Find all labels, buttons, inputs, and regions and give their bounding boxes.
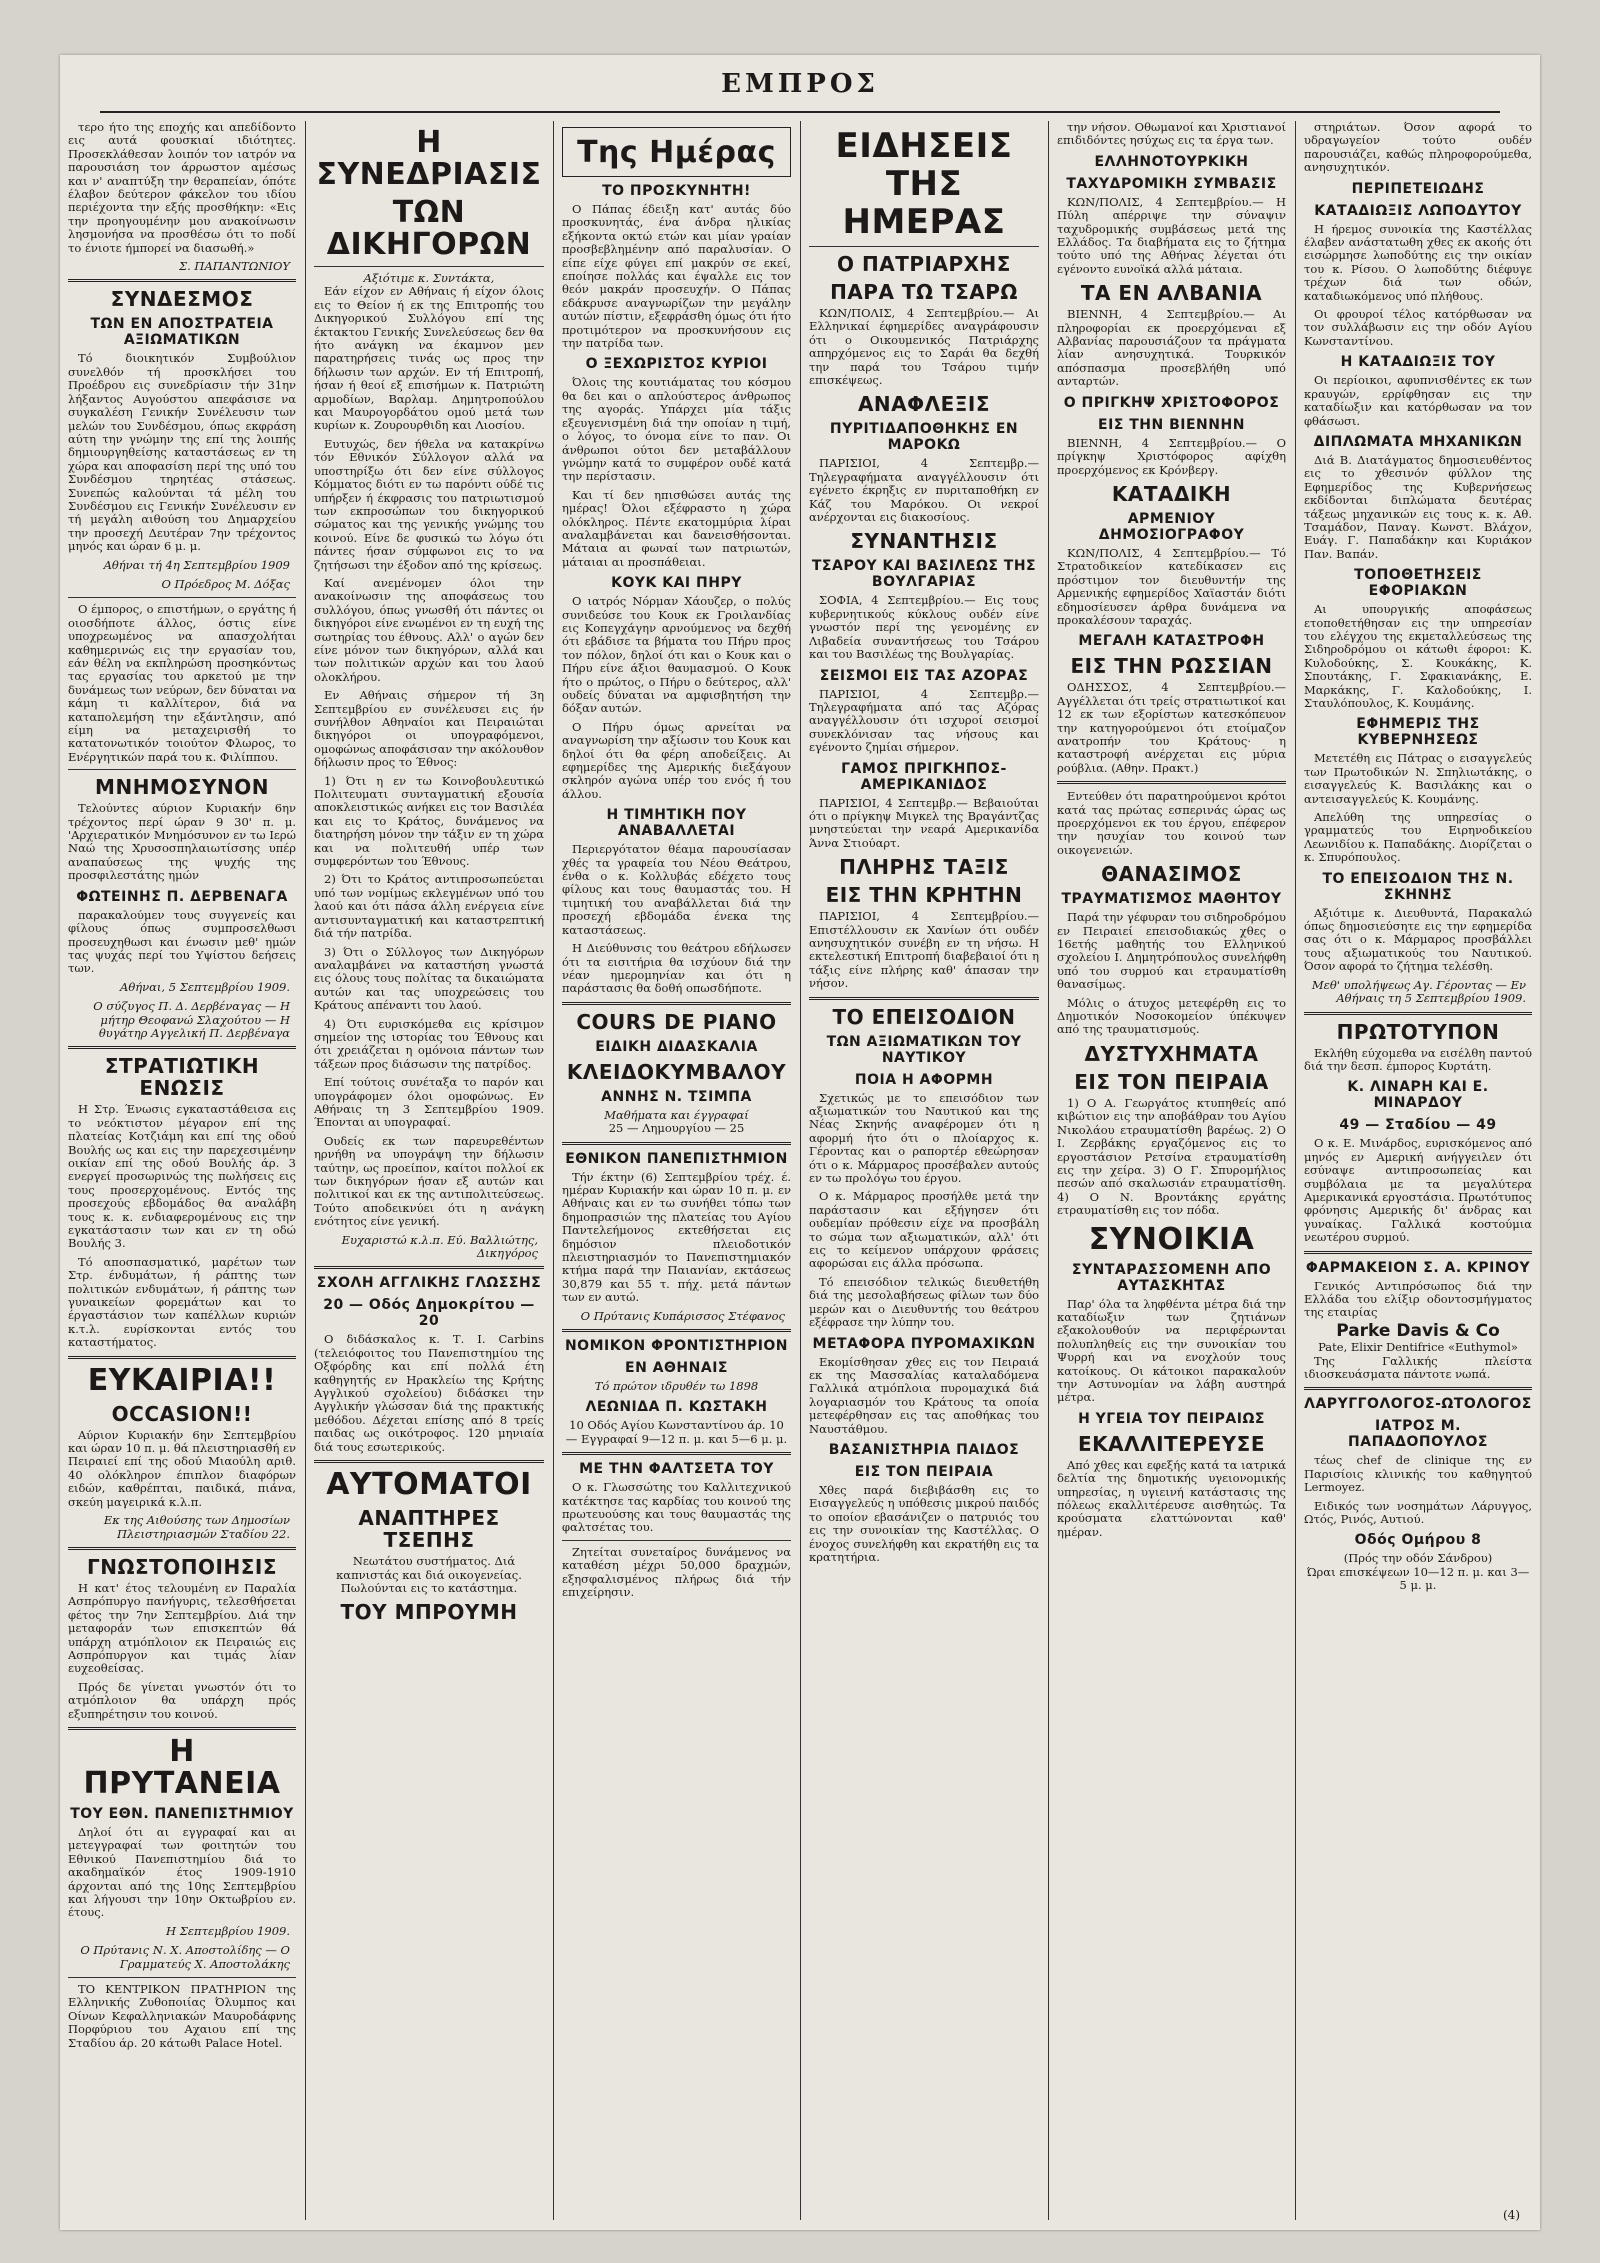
headline: ΒΑΣΑΝΙΣΤΗΡΙΑ ΠΑΙΔΟΣ [828,1441,1020,1458]
article-text: Οι φρουροί τέλος κατόρθωσαν να τον συλλάβωσιν εις την οδόν Αγίου Κωνσταντίνου. [1304,307,1532,348]
director-name: ΛΕΩΝΙΔΑ Π. ΚΩΣΤΑΚΗ [585,1399,768,1416]
headline: ΣΕΙΣΜΟΙ ΕΙΣ ΤΑΣ ΑΖΟΡΑΣ [819,667,1029,684]
headline: ΣΥΝΑΝΤΗΣΙΣ [850,529,998,554]
masthead-title: ΕΜΠΡΟΣ [721,69,879,99]
divider [68,1977,296,1978]
article-text: Καί ανεμένομεν όλοι την ανακοίνωσιν της αποφάσεως του συλλόγου, όπως γνωσθή ότι πάντες οι δικηγόροι είνε ενωμένοι εν τη ευχή της σωτηρίας του έθνους. Αλλ' ο αγών δεν είνε μόνον των δικηγόρων, αλλά και των πολιτικών αρχών και του λαού ολοκλήρου. [314,575,544,684]
article-text: ΟΔΗΣΣΟΣ, 4 Σεπτεμβρίου.— Αγγέλλεται ότι τρείς στρατιωτικοί και 12 εκ των εξορίστων κατεσκόπευον την κατηγορούμενοι ότι ετοίμαζον ανατροπήν του Κράτους· η καταστροφή ανέρχεται εις μύρια ρούβλια. (Αθην. Πρακτ.) [1057,680,1286,775]
divider [68,1046,296,1049]
headline: ΤΟ ΠΡΟΣΚΥΝΗΤΗ! [602,183,751,199]
article-text: ΒΙΕΝΝΗ, 4 Σεπτεμβρίου.— Αι πληροφορίαι εκ προερχόμεναι εξ Αλβανίας παρουσιάζουν τα πράγματα λίαν ανησυχητικά. Τουρκικόν απόσπασμα προσεβλήθη υπό ανταρτών. [1057,307,1286,389]
article-text: Ουδείς εκ των παρευρεθέντων ηρνήθη να υπογράψη την δήλωσιν ταύτην, ως προείπον, καίτοι πολλοί εκ των δικηγόρων ήσαν εξ αυτών και πολιτικοί και εκ της αντιπολιτεύσεως. Τούτο αποδεικνύει ότι η ανάγκη ενότητος είνε γενική. [314,1133,544,1229]
address-note: (Πρός την οδόν Σάνδρου) [1343,1551,1493,1566]
ad-note: Τό πρώτον ιδρυθέν τω 1898 [594,1379,759,1393]
masthead-rule [100,111,1500,113]
headline: Η ΥΓΕΙΑ ΤΟΥ ΠΕΙΡΑΙΩΣ [1078,1410,1265,1427]
subheadline: ΕΙΣ ΤΗΝ ΒΙΕΝΝΗΝ [1098,416,1245,433]
article-text: Εν Αθήναις σήμερον τή 3η Σεπτεμβρίου εν συνέλευσει εις ήν συνήλθον Αθηναίοι και Πειραιώται δικηγόροι οι υπογραφόμενοι, ομοφώνως αποφάσισαν την ακόλουθον δήλωσιν προς το Έθνος: [314,688,544,770]
ad-note: Μαθήματα και έγγραφαί [604,1107,749,1122]
article-text: Τό επεισόδιον τελικώς διευθετήθη διά της μεσολαβήσεως φίλων των δύο μερών και ο Διευθυντής του θεάτρου εξέφρασε την λύπην του. [809,1274,1039,1330]
article-signature: Ο Πρύτανις Κυπάρισσος Στέφανος [580,1308,785,1323]
doctor-name: ΙΑΤΡΟΣ Μ. ΠΑΠΑΔΟΠΟΥΛΟΣ [1348,1418,1488,1451]
article-text: Μετετέθη εις Πάτρας ο εισαγγελεύς των Πρωτοδικών Ν. Σπηλιωτάκης, ο εισαγγελεύς Κ. Βασιλάκης και ο αντεισαγγελεύς Κ. Κουμάνης. [1304,751,1532,806]
article-text: ΚΩΝ/ΠΟΛΙΣ, 4 Σεπτεμβρίου.— Η Πύλη απέρριψε την σύναψιν ταχυδρομικής συμβάσεως μετά της Ελλάδος. Τα διαβήματα εις το ζήτημα τούτο υπό της Αθήνας λέγεται ότι εγένοντο ευνοϊκά αλλά μάταια. [1057,194,1286,276]
headline: ΛΑΡΥΓΓΟΛΟΓΟΣ-ΩΤΟΛΟΓΟΣ [1304,1396,1532,1413]
subheadline: ΕΙΣ ΤΗΝ ΚΡΗΤΗΝ [825,883,1023,908]
article-text: Ζητείται συνεταίρος δυνάμενος να καταθέση μέχρι 50,000 δραχμών, εξησφαλισμένος πλήρως διά τήν επιχείρησιν. [562,1544,791,1600]
article-text: Μόλις ο άτυχος μετεφέρθη εις το Δημοτικόν Νοσοκομείον ύπέκυψεν από της τραυματισμούς. [1057,995,1286,1037]
subheadline: ΤΑΧΥΔΡΟΜΙΚΗ ΣΥΜΒΑΣΙΣ [1066,175,1277,192]
column-divider [305,121,306,2220]
deceased-name: ΦΩΤΕΙΝΗΣ Π. ΔΕΡΒΕΝΑΓΑ [76,888,288,905]
subheadline: ΕΙΣ ΤΟΝ ΠΕΙΡΑΙΑ [1074,1069,1269,1094]
subheadline: ΠΑΡΑ ΤΩ ΤΣΑΡΩ [830,280,1018,304]
article-text: Νεωτάτου συστήματος. Διά καπνιστάς και διά οικογενείας. Πωλούνται εις το κατάστημα. [336,1554,522,1595]
divider [68,1727,296,1730]
article-text: Αξιότιμε κ. Διευθυντά, Παρακαλώ όπως δημοσιεύσητε εις την εφημερίδα σας ότι ο κ. Μάρμαρος προσβάλλει τους αξιωματικούς του Ναυτικού. Όσον αφορά το ζήτημα τελέσθη. [1304,905,1532,974]
divider [314,1460,544,1463]
column-divider [1295,121,1296,2220]
subheadline: ΕΙΣ ΤΟΝ ΠΕΙΡΑΙΑ [854,1463,994,1480]
article-text: την νήσον. Οθωμανοί και Χριστιανοί επιδιδόντες ησύχως εις τα έργα των. [1057,121,1286,148]
subheadline: ΣΥΝΤΑΡΑΣΣΟΜΕΝΗ ΑΠΟ ΑΥΤΑΣΚΗΤΑΣ [1071,1261,1272,1294]
subheadline: ΤΡΑΥΜΑΤΙΣΜΟΣ ΜΑΘΗΤΟΥ [1061,891,1282,908]
column-divider [1048,121,1049,2220]
headline: COURS DE PIANO [576,1009,777,1034]
article-text: 3) Ότι ο Σύλλογος των Δικηγόρων αναλαμβάνει να καταστήση γνωστά εις όλους τους πολίτας τα δικαιώματα αυτών και τας υποχρεώσεις του Κράτους απέναντι του λαού. [314,944,544,1013]
headline: ΜΕ ΤΗΝ ΦΑΛΤΣΕΤΑ ΤΟΥ [579,1461,774,1478]
article-text: Περιεργότατον θέαμα παρουσίασαν χθές τα γραφεία του Νέου Θεάτρου, ένθα ο κ. Κολλυβάς εδέχετο τους φίλους και τους θαυμαστάς του. Η τιμητική του αναβάλλεται διά την προσεχή εβδομάδα ένεκα της καταστάσεως. [562,842,791,937]
headline: ΤΑ ΕΝ ΑΛΒΑΝΙΑ [1080,281,1263,306]
divider [68,1547,296,1550]
headline: Η ΚΑΤΑΔΙΩΞΙΣ ΤΟΥ [1340,354,1496,371]
article-date: Αθήναι τή 4η Σεπτεμβρίου 1909 [103,557,290,572]
article-text: Η κατ' έτος τελουμένη εν Παραλία Ασπρόπυργο πανήγυρις, τελεσθήσεται φέτος την 7ην Σεπτεμβρίου. Διά την μεταφοράν των επισκεπτών θά υπάρχη ατμόπλοιον εκ Πειραιώς εις Ασπρόπυργον και τιμάς λίαν ευχεοθείσας. [68,1580,296,1676]
masthead [60,69,1540,109]
column-divider [553,121,554,2220]
article-signature: Ο σύζυγος Π. Δ. Δερβέναγας — Η μήτηρ Θεοφανώ Σλαχούτου — Η θυγάτηρ Αγγελική Π. Δερβέναγα [93,999,290,1040]
headline: Ο ΠΑΤΡΙΑΡΧΗΣ [837,252,1011,276]
column-5 [1057,121,1286,2220]
headline: ΕΥΚΑΙΡΙΑ!! [87,1362,277,1398]
brand-name: Parke Davis & Co [1336,1320,1500,1341]
article-text: Οι περίοικοι, αφυπνισθέντες εκ των κραυγών, ερρίφθησαν εις την καταδίωξιν και κατόρθωσαν να τον φθάσωσι. [1304,373,1532,428]
article-text: ΠΑΡΙΣΙΟΙ, 4 Σεπτεμβρ.— Τηλεγραφήματα αναγγέλλουσιν ότι εγένετο έκρηξις εν πυριταποθήκη εν Κάζ του Μαρόκου. Οι νεκροί ανέρχονται εις διακοσίους. [809,456,1039,525]
article-text: Παρά την γέφυραν του σιδηροδρόμου εν Πειραιεί επεισοδιακώς χθες ο 16ετής μαθητής του Ελληνικού σχολείου Ι. Δημητρόπουλος συνελήφθη υπό του συρμού και ετραυματίσθη θανασίμως. [1057,910,1286,992]
shop-name: Κ. ΛΙΝΑΡΗ ΚΑΙ Ε. ΜΙΝΑΡΔΟΥ [1347,1079,1489,1112]
headline: ΦΑΡΜΑΚΕΙΟΝ Σ. Α. ΚΡΙΝΟΥ [1305,1259,1531,1276]
column-3 [562,121,791,2220]
headline: ΕΦΗΜΕΡΙΣ ΤΗΣ ΚΥΒΕΡΝΗΣΕΩΣ [1356,716,1480,749]
subheadline: ΠΥΡΙΤΙΔΑΠΟΘΗΚΗΣ ΕΝ ΜΑΡΟΚΩ [829,421,1019,454]
article-signature: Σ. ΠΑΠΑΝΤΩΝΙΟΥ [178,259,290,274]
article-text: Σχετικώς με το επεισόδιον των αξιωματικών του Ναυτικού και της Νέας Σκηνής αναφέρομεν ότι η αφορμή ήτο ότι ο πλοίαρχος κ. Γέροντας και ο ραπορτέρ εθεώρησαν ότι ο κ. Μάρμαρος προσέβαλεν αυτούς εν τω προλόγω του έργου. [809,1090,1039,1186]
article-text: ΠΑΡΙΣΙΟΙ, 4 Σεπτεμβρ.— Βεβαιούται ότι ο πρίγκηψ Μιγκελ της Βραγάντζας μνηστεύεται την νεαρά Αμερικανίδα Άννα Στιούαρτ. [809,795,1039,850]
headline: ΑΥΤΟΜΑΤΟΙ [326,1467,532,1503]
headline: ΣΥΝΔΕΣΜΟΣ [110,287,254,312]
headline: ΚΑΤΑΔΙΚΗ [1111,481,1232,506]
teacher-name: ΑΝΝΗΣ Ν. ΤΣΙΜΠΑ [601,1088,752,1105]
article-text: Αύριον Κυριακήν 6ην Σεπτεμβρίου και ώραν 10 π. μ. θά πλειστηριασθή εν Πειραιεί επί της οδού Μιαούλη αριθ. 40 ολόκληρον έπιπλον διαφόρων ειδών, καθρέπται, παιδικά, πιάνα, σκεύη μαγειρικά κ.λ.π. [68,1427,296,1509]
article-text: Ο διδάσκαλος κ. Τ. Ι. Carbins (τελειόφοιτος του Πανεπιστημίου της Οξφόρδης και επί πολλά έτη καθηγητής εν Ηρακλείω της Κρήτης Αγγλικού σχολείου) διδάσκει την Αγγλικήν γλώσσαν διά της πρακτικής μεθόδου. Δέχεται επίσης από 8 τρείς παιδας ως οικότροφος. 120 μηνιαία διά τους εσωτερικούς. [314,1332,544,1454]
advertiser-name: ΤΟΥ ΜΠΡΟΥΜΗ [340,1600,518,1625]
subheadline: ΑΝΑΠΤΗΡΕΣ ΤΣΕΠΗΣ [358,1506,500,1553]
article-text: Αι υπουργικής αποφάσεως ετοποθετήθησαν εις την υπηρεσίαν του ελέγχου της εκμεταλλεύσεως της Σιδηροδρόμου οι κάτωθι έφοροι: Κ. Κυλοδούκης, Σ. Κουκάκης, Κ. Σπουτάκης, Γ. Σφακιανάκης, Ε. Μαρκάκης, Γ. Καλοδούκης, Ι. Σταυλόπουλος, Κ. Κουμάνης. [1304,602,1532,710]
salutation: Αξιότιμε κ. Συντάκτα, [363,271,495,285]
article-text: ΚΩΝ/ΠΟΛΙΣ, 4 Σεπτεμβρίου.— Αι Ελληνικαί έφημερίδες αναγράφουσιν ότι ο Οικουμενικός Πατριάρχης απηρχόμενος εις το Σαράι θα δεχθή την παρά του Τσάρου τιμήν επισκέψεως. [809,306,1039,388]
article-text: Επί τούτοις συνέταξα το παρόν και υπογράφομεν όλοι ομοφώνως. Εν Αθήναις τη 3 Σεπτεμβρίου 1909. Έπονται αι υπογραφαί. [314,1075,544,1130]
article-text: Τό αποσπασματικό, μαρέτων των Στρ. ένδυμάτων, ή ράπτης των πολιτικών ενδυμάτων, ή ράπτης των γυναικείων φορεμάτων και το έργαστάσιον των καπέλλων κυριών κ.τ.λ. ευρίσκονται εντός του καταστήματος. [68,1254,296,1350]
article-text: Ο έμπορος, ο επιστήμων, ο εργάτης ή οιοσδήποτε άλλος, όστις είνε υποχρεωμένος να απασχολήται καθημερινώς εις την εργασίαν του, εάν θέλη να εκπληρώση προσηκόντως τας εργασίας του αρκετού με την δυνάμεως των νεύρων, δεν δύναται να κάμη τι καλλίτερον, διά να καταπολεμήση την εξάντλησιν, από είμη να μεταχειρισθή το κατατονωτικόν τοιούτον Φλωρος, το Ενέργητικών παρά του κ. Φιλίππου. [68,602,296,764]
article-text: 2) Ότι το Κράτος αντιπροσωπεύεται υπό των νομίμως εκλεγμένων υπό του λαού και ότι πάσα άλλη ενέργεια είνε αντισυνταγματική και καταστρεπτική διά τήν πατρίδα. [314,872,544,941]
headline: ΔΥΣΤΥΧΗΜΑΤΑ [1084,1041,1259,1066]
divider [1304,1012,1532,1015]
divider [68,279,296,282]
divider [68,1356,296,1359]
article-text: Και τί δεν ηπισθώσει αυτάς της ημέρας! Όλοι εξέφραστο η χώρα ολόκληρος. Πέντε εκατομμύρια λίραι αναλαμβάνεται και δανεισθήσονται. Μάταια αι φωναί των πατριωτών, μάταιαι αι προσπάθειαι. [562,487,791,569]
article-text: Τήν έκτην (6) Σεπτεμβρίου τρέχ. έ. ημέραν Κυριακήν και ώραν 10 π. μ. εν Αθήναις και εν τω συνήθει τόπω των δημοπρασιών της πλατείας του Αγίου Παντελεήμονος εκτεθήσεται εις δημόσιον πλειοδοτικόν πλειστηριασμόν το Πανεπιστημιακόν κτήμα παρά την Παιανίαν, εκτάσεως 30,879 και 55 τ. πήχ. μετά πάντων των εν αυτώ. [562,1169,791,1305]
subheadline: OCCASION!! [111,1401,253,1426]
article-text: ΤΟ ΚΕΝΤΡΙΚΟΝ ΠΡΑΤΗΡΙΟΝ της Ελληνικής Ζυθοποιίας Όλυμπος και Οίνων Κεφαλληνιακών Μαυροδάφνης Πορφύριου του Αχαιου επί της Σταδίου άρ. 20 κάτωθι Palace Hotel. [68,1982,296,2050]
divider [314,1266,544,1269]
subheadline: ΕΙΔΙΚΗ ΔΙΔΑΣΚΑΛΙΑ [595,1038,758,1055]
article-text: Χθες παρά διεβιβάσθη εις το Εισαγγελεύς η υπόθεσις μικρού παιδός το οποίον εβασάνιζεν ο πατρυιός του εις την συνοικίαν της Καστέλλας. Ο ένοχος συνελήφθη και εκρατήθη εις τα κρατητήρια. [809,1482,1039,1564]
headline: ΘΑΝΑΣΙΜΟΣ [1101,862,1242,887]
article-text: ΠΑΡΙΣΙΟΙ, 4 Σεπτεμβρ.— Τηλεγραφήματα από τας Αζόρας αναγγέλλουσιν ότι ισχυροί σεισμοί συνεκλόνισαν τας νήσους και εγένοντο ζημίαι σήμερον. [809,686,1039,755]
article-text: Ειδικός των νοσημάτων Λάρυγγος, Ωτός, Ρινός, Αυτιού. [1304,1498,1532,1527]
divider [562,1142,791,1145]
address: 49 — Σταδίου — 49 [1339,1117,1497,1134]
subheadline: ΚΛΕΙΔΟΚΥΜΒΑΛΟΥ [566,1059,787,1084]
subheadline: ΤΩΝ ΕΝ ΑΠΟΣΤΡΑΤΕΙΑ ΑΞΙΩΜΑΤΙΚΩΝ [90,316,274,349]
article-signature: Εκ της Αιθούσης των Δημοσίων Πλειστηριασμών Σταδίου 22. [103,1513,290,1541]
article-date: Αθήναι, 5 Σεπτεμβρίου 1909. [120,979,290,994]
article-signature: Ο Πρόεδρος Μ. Δόξας [161,576,290,591]
article-text: Τό διοικητικόν Συμβούλιον συνελθόν τή προσκλήσει του Προέδρου εις συνεδρίασιν τήν 31ην λήξαντος Αυγούστου απεφάσισε να συγκαλέση Γενικήν Συνέλευσιν των μελών του Συνδέσμου, όπως εκφράση αύτη την γνώμην της επί της λοιπής δημιουργηθείσης καταστάσεως εν τη χώρα και αποφασίση περί της υπό του Συνδέσμου τηρητέας στάσεως. Συνεπώς καλούνται τά μέλη του Συνδέσμου εις Γενικήν Συνέλευσιν εν τή μεγάλη αιθούση του Δημαρχείου την προσεχή Δευτέραν 7ην τρέχοντος μηνός και ώραν 6 μ. μ. [68,351,296,554]
divider [562,1329,791,1332]
headline: ΤΟ ΕΠΕΙΣΟΔΙΟΝ [832,1004,1016,1029]
article-text: Ο κ. Γλωσσώτης του Καλλιτεχνικού κατέκτησε τας καρδίας του κοινού της πρωτευούσης και τους θαυμαστάς της φαλτσέτας του. [562,1480,791,1535]
subheadline: ΕΚΑΛΛΙΤΕΡΕΥΣΕ [1078,1431,1265,1456]
subheadline: ΤΩΝ ΑΞΙΩΜΑΤΙΚΩΝ ΤΟΥ ΝΑΥΤΙΚΟΥ [826,1033,1022,1066]
article-text: Ο Πάπας έδειξη κατ' αυτάς δύο προσκυνητάς, ένα άνδρα ηλικίας εξήκοντα οκτώ ετών και μίαν γραίαν προσβεβλημένην από παραλυσίαν. Ο είπε είχε φύγει επί μακρύν σε εκεί, εποίησε πολλάς και έψαλλε εις τον θεόν μακράν προσευχήν. Ο Πάπας εδάκρυσε αναγνωρίζων την μεγάλην αυτών πίστιν, εξεφράσθη όμως ότι ήτο προτιμότερον να προσκυνήσουν εις την πατρίδα των. [562,202,791,351]
divider [314,266,544,267]
subheadline: ΤΩΝ ΔΙΚΗΓΟΡΩΝ [326,195,532,262]
article-text: Εκομίσθησαν χθες εις τον Πειραιά εκ της Μασσαλίας καταλαδόμενα Γαλλικά ατμόπλοια πυρομαχικά διά λογαριασμόν του Κράτους τα οποία μετεφέρθησαν εις τας αποθήκας του Ναυστάθμου. [809,1354,1039,1436]
headline: ΑΝΑΦΛΕΞΙΣ [857,392,991,417]
headline: ΠΕΡΙΠΕΤΕΙΩΔΗΣ [1351,180,1485,197]
address: 20 — Οδός Δημοκρίτου — 20 [323,1297,535,1330]
article-text: Ευτυχώς, δεν ήθελα να κατακρίνω τόν Εθνικόν Σύλλογον αλλά να υποστηρίξω ότι δεν είνε σύλλογος Κόμματος διότι εν τω παρόντι ούδέ τις υπήρξεν ή έκφρασις του πατριωτισμού των εκπροσώπων του δικηγορικού σώματος και της γενικής γνώμης του κοινού. Είνε δε φυσικώ τω λόγω ότι πάντες ήσαν σύμφωνοι εις το να ζητήσωσι την έξοδον από της κρίσεως. [314,436,544,572]
article-text: Της Γαλλικής πλείστα ιδιοσκευάσματα πάντοτε νωπά. [1304,1353,1532,1381]
article-text: Πρός δε γίνεται γνωστόν ότι το ατμόπλοιον θα υπάρχη πρός εξυπηρέτησιν του κοινού. [68,1679,296,1721]
headline: ΓΑΜΟΣ ΠΡΙΓΚΗΠΟΣ-ΑΜΕΡΙΚΑΝΙΔΟΣ [841,760,1007,793]
article-text: Η Στρ. Ένωσις εγκαταστάθεισα εις το νεόκτιστον μέγαρον επί της πλατείας Κοτζιάμη και επί της οδού Βουλής ως και εις την παρεχεσιμένην οικίαν επί της οδού Βουλής άρ. 3 ενεργεί προσωρινώς της πωλήσεις εις τους προσερχομένους. Εντός της προσεχούς εβδομάδος θα αναλάβη τους κ. κ. ενδιαφερομένους εις την εγκατάστασιν των και εν τη οδώ Βουλής 3. [68,1102,296,1251]
article-text: ΒΙΕΝΝΗ, 4 Σεπτεμβρίου.— Ο πρίγκηψ Χριστόφορος αφίχθη προερχόμενος εκ Κρόνβεργ. [1057,435,1286,477]
subheadline: ΕΙΣ ΤΗΝ ΡΩΣΣΙΑΝ [1070,654,1273,679]
article-text: 4) Ότι ευρισκόμεθα εις κρίσιμον σημείον της ιστορίας του Έθνους και ότι χρειάζεται η ομόνοια πάντων των τάξεων προς διάσωσιν της πατρίδος. [314,1016,544,1071]
headline: ΔΙΠΛΩΜΑΤΑ ΜΗΧΑΝΙΚΩΝ [1313,433,1523,450]
headline: ΠΛΗΡΗΣ ΤΑΞΙΣ [839,855,1009,880]
divider [809,246,1039,247]
column-1 [68,121,296,2220]
article-text: Η ήρεμος συνοικία της Καστέλλας έλαβεν ανάστατωθη χθες εκ ακοής ότι εισώρμησε λωποδύτης εις την οικίαν του κ. Ρίσου. Ο λωποδύτης διέφυγε τρέχων διά των οδών, καταδιωκόμενος υπό πλήθους. [1304,221,1532,303]
headline: Ο ΠΡΙΓΚΗΨ ΧΡΙΣΤΟΦΟΡΟΣ [1063,394,1280,411]
divider [1057,781,1286,784]
article-text: 1) Ότι η εν τω Κοινοβουλευτικώ Πολιτευματι συνταγματική εξουσία αποκλειστικώς ανήκει εις τον Βασιλέα και εις το Κράτος, δυνάμενος να διατηρήση μόνον την τάξιν εν τη χώρα και να πολιτευθή υπέρ των συμφερόντων του Έθνους. [314,773,544,869]
headline: ΣΥΝΟΙΚΙΑ [1088,1221,1255,1257]
article-text: Ο ιατρός Νόρμαν Χάουζερ, ο πολύς συνιδεύσε του Κουκ εκ Γροιλανδίας εις Κοπεγχάγην αρνούμενος να δεχθή ότι εβάδισε τα βήματα του Πήρυ προς τον πόλον, δηλοί ότι και ο Κουκ και ο Πήρυ είνε άξιοι θαυμασμού. Ο Κουκ ήτο ο πρώτος, ο Πήρυ ο δεύτερος, αλλ' ουδείς δύναται να αμφισβητήση την δόξαν αυτών. [562,594,791,716]
headline: ΕΘΝΙΚΟΝ ΠΑΝΕΠΙΣΤΗΜΙΟΝ [565,1150,788,1167]
divider [562,1540,791,1541]
article-text: Γενικός Αντιπρόσωπος διά την Ελλάδα του ελίξιρ οδοντοσμήγματος της εταιρίας [1304,1278,1532,1320]
headline: ΜΕΓΑΛΗ ΚΑΤΑΣΤΡΟΦΗ [1078,633,1265,650]
headline: ΣΤΡΑΤΙΩΤΙΚΗ ΕΝΩΣΙΣ [104,1054,260,1101]
subheadline: ΤΣΑΡΟΥ ΚΑΙ ΒΑΣΙΛΕΩΣ ΤΗΣ ΒΟΥΛΓΑΡΙΑΣ [811,558,1037,591]
article-text: τερο ήτο της εποχής και απεδίδοντο εις αυτά φουσκιαί ιδιότητες. Προσεκλάθεσαν λοιπόν τον ιατρόν να παρουσιάση τον άρρωστον αμέσως και ν' αναπτύξη την θεραπείαν, όπότε έλαβον δεύτερον φάκελον του ιδίου περιέχοντα την εξής προσθήκην: «Εις την προηγουμένην μου ανακοίνωσιν λησμονήσα να προσθέσω ότι το ποδί το ένιοτε ήμπορεί να διασωθή.» [68,121,296,255]
divider [68,597,296,598]
article-text: Από χθες και εφεξής κατά τα ιατρικά δελτία της δημοτικής υγειονομικής υπηρεσίας, η υγιεινή κατάστασις της πόλεως εκαλλιτέρευσε αισθητώς. Τα κρούσματα ελαττώνονται καθ' ημέραν. [1057,1457,1286,1539]
article-text: τέως chef de clinique της εν Παρισίοις κλινικής του καθηγητού Lermoyez. [1304,1453,1532,1495]
article-text: Εκλήθη εύχομεθα να εισέλθη παντού διά την δεσπ. έμπορος Κυρτάτη. [1304,1045,1532,1073]
headline: Η ΤΙΜΗΤΙΚΗ ΠΟΥ ΑΝΑΒΑΛΛΕΤΑΙ [606,807,747,840]
article-text: Εάν είχον εν Αθήναις ή είχον όλοις εις το Θείον ή εκ της Επιτροπής του Δικηγορικού Συλλόγου επί της έκτακτου Γενικής Συνελεύσεως δεν θα ήτο ανάγκη να έκαμνον μεν παρατηρήσεις τινάς ως προς την δήλωσιν των αρχών. Εν τή Επιτροπή, ήσαν ή θεοί εξ επισήμων κ. Πατριώτη αρμοδίων, Βαρλαμ. Δημητροπούλου και Μαυρογορδάτου ομού μετά των κυρίων κ. Ζουρουρθιδη και Λιοσίου. [314,284,544,433]
headline: Η ΣΥΝΕΔΡΙΑΣΙΣ [316,125,542,192]
headline: ΚΟΥΚ ΚΑΙ ΠΗΡΥ [611,575,742,592]
article-signature: Ο Πρύτανις Ν. Χ. Αποστολίδης — Ο Γραμματεύς Χ. Αποστολάκης [80,1943,290,1971]
column-6 [1304,121,1532,2220]
article-text: Ο κ. Ε. Μινάρδος, ευρισκόμενος από μηνός εν Αμερική ανήγγειλεν ότι εσύναψε αντιπροσωπείας και συμβόλαια με τα μεγαλύτερα Αμερικανικά εργοστάσια. Πρωτότυπος φρόνησις Αμερικής δι' άνδρας και γυναίκας. Γαλλικά κοστούμια νεωτέρου συρμού. [1304,1136,1532,1245]
section-title: ΕΙΔΗΣΕΙΣ ΤΗΣ ΗΜΕΡΑΣ [835,126,1013,242]
article-text: Ο κ. Μάρμαρος προσήλθε μετά την παράστασιν και εξήγησεν ότι ουδεμίαν πρόθεσιν είχε να προσβάλη το σώμα των αξιωματικών, αλλ' ότι εις το κείμενον υπάρχουν φράσεις αφορώσαι εις άλλα πρόσωπα. [809,1189,1039,1271]
divider [562,1002,791,1005]
subheadline: ΠΟΙΑ Η ΑΦΟΡΜΗ [854,1071,994,1088]
headline: ΜΕΤΑΦΟΡΑ ΠΥΡΟΜΑΧΙΚΩΝ [812,1335,1036,1352]
headline: ΤΟ ΕΠΕΙΣΟΔΙΟΝ ΤΗΣ Ν. ΣΚΗΝΗΣ [1322,870,1514,903]
article-text: Η Διεύθυνσις του θεάτρου εδήλωσεν ότι τα εισιτήρια θα ισχύουν διά την νέαν ημερομηνίαν και ότι η παράστασις θα δοθή οπωσδήποτε. [562,941,791,996]
article-text: 1) Ο Α. Γεωργάτος κτυπηθείς από κιβώτιον εις την αποβάθραν του Αγίου Νικολάου ετραυματίσθη βαρέως. 2) Ο Ι. Ζερβάκης εργαζόμενος εις το εργοστάσιον Ρετσίνα ετραυματίσθη εις την χείρα. 3) Ο Γ. Σπυρομήλιος πεσών από σκαλωσιάν ετραυματίσθη. 4) Ο Ν. Βροντάκης εργάτης ετραυματίσθη εις τον πόδα. [1057,1095,1286,1218]
address: Οδός Ομήρου 8 [1354,1532,1482,1549]
headline: ΝΟΜΙΚΟΝ ΦΡΟΝΤΙΣΤΗΡΙΟΝ [564,1338,789,1354]
divider [1304,1251,1532,1254]
article-text: Παρ' όλα τα ληφθέντα μέτρα διά την καταδίωξιν των ζητιάνων εξακολουθούν να περιφέρωνται πολυπληθείς εις την συνοικίαν του Ψυρρή και να ενοχλούν τους κατοίκους. Οι κάτοικοι παρακαλούν την Αστυνομίαν να λάβη αυστηρά μέτρα. [1057,1296,1286,1405]
section-title: Της Ημέρας [577,135,776,170]
headline: ΣΧΟΛΗ ΑΓΓΛΙΚΗΣ ΓΛΩΣΣΗΣ [316,1275,542,1292]
article-text: Τελούντες αύριον Κυριακήν 6ην τρέχοντος περί ώραν 9 30' π. μ. 'Αρχιερατικόν Μνημόσυνον εν τω Ιερώ Ναώ της Χρυσοσπηλαιωτίσσης υπέρ αναπαύσεως της ψυχής της προσφιλεστάτης ημών [68,801,296,883]
column-4 [809,121,1039,2220]
article-signature: Μεθ' υπολήψεως Αγ. Γέροντας — Εν Αθήναις τη 5 Σεπτεμβρίου 1909. [1311,977,1526,1006]
article-signature: Ευχαριστώ κ.λ.π. Εύ. Βαλλιώτης, Δικηγόρος [341,1232,538,1261]
subheadline: ΕΝ ΑΘΗΝΑΙΣ [625,1360,728,1376]
article-text: ΠΑΡΙΣΙΟΙ, 4 Σεπτεμβρίου.— Επιστέλλουσιν εκ Χανίων ότι ουδέν ανησυχητικόν συνέβη εν τη νήσω. Η εκτελεστική Επιτροπή διαβεβαιοί ότι η τάξις είνε πλήρης καθ' άπασαν την νήσον. [809,909,1039,991]
article-text: Ο Πήρυ όμως αρνείται να αναγνωρίση την αξίωσιν του Κουκ και δηλοί ότι θα φέρη αποδείξεις. Αι εφημερίδες της Αμερικής διεξάγουν σκληρόν αγώνα υπέρ του ενός ή του άλλου. [562,719,791,801]
headline: ΓΝΩΣΤΟΠΟΙΗΣΙΣ [87,1554,277,1579]
subheadline: ΑΡΜΕΝΙΟΥ ΔΗΜΟΣΙΟΓΡΑΦΟΥ [1098,510,1245,543]
headline: ΤΟΠΟΘΕΤΗΣΕΙΣ ΕΦΟΡΙΑΚΩΝ [1354,567,1482,600]
article-text: Εντεύθεν ότι παρατηρούμενοι κρότοι κατά τας πρώτας εσπερινάς ώρας ως προερχόμενοι εκ του έργου, επέφερον την ησυχίαν του κοινού των οικογενειών. [1057,789,1286,857]
divider [562,1452,791,1455]
headline: Η ΠΡΥΤΑΝΕΙΑ [83,1733,281,1801]
article-text: Δηλοί ότι αι εγγραφαί και αι μετεγγραφαί των φοιτητών του Εθνικού Πανεπιστημίου διά το ακαδημαϊκόν έτος 1909-1910 άρχονται από της 10ης Σεπτεμβρίου και λήγουσι την 10ην Οκτωβρίου εν. έτους. [68,1824,296,1920]
article-date: Η Σεπτεμβρίου 1909. [166,1923,290,1938]
headline: ΜΝΗΜΟΣΥΝΟΝ [95,775,269,800]
article-text: Απελύθη της υπηρεσίας ο γραμματεύς του Ειρηνοδικείου Λεωνιδίου κ. Παπαδάκης. Διορίζεται ο κ. Σπυρόπουλος. [1304,810,1532,865]
subheadline: ΚΑΤΑΔΙΩΞΙΣ ΛΩΠΟΔΥΤΟΥ [1314,202,1522,219]
office-hours: Ώραι επισκέψεων 10—12 π. μ. και 3—5 μ. μ. [1306,1564,1530,1593]
article-text: παρακαλούμεν τους συγγενείς και φίλους όπως συμπροσελθωσι προσευχηθωσι και ένωσιν μεθ' ημών τας ψυχάς περί του Υψίστου δεήσεις των. [68,907,296,976]
product-name: Pate, Elixir Dentifrice «Euthymol» [1318,1340,1518,1355]
divider [1304,1387,1532,1390]
newspaper-page [60,55,1540,2230]
subheadline: ΤΟΥ ΕΘΝ. ΠΑΝΕΠΙΣΤΗΜΙΟΥ [70,1805,294,1822]
column-2 [314,121,544,2220]
divider [68,769,296,770]
divider [809,997,1039,1000]
article-text: ΣΟΦΙΑ, 4 Σεπτεμβρίου.— Εις τους κυβερνητικούς κύκλους ουδέν είνε γνωστόν περί της γενομένης εν Λιβαδεία συναντήσεως του Τσάρου και του Βασιλέως της Βουλγαρίας. [809,593,1039,662]
article-text: ΚΩΝ/ΠΟΛΙΣ, 4 Σεπτεμβρίου.— Τό Στρατοδικείον κατεδίκασεν εις πρόστιμον τον διευθυντήν της Αρμενικής εφημερίδος Χαϊαστάν διότι εδημοσίευσεν άρθρα δυνάμενα να προκαλέσουν ταραχάς. [1057,545,1286,627]
headline: ΕΛΛΗΝΟΤΟΥΡΚΙΚΗ [1094,153,1249,170]
address: 10 Οδός Αγίου Κωνσταντίνου άρ. 10 — Εγγραφαί 9—12 π. μ. και 5—6 μ. μ. [565,1418,788,1446]
headline: Ο ΞΕΧΩΡΙΣΤΟΣ ΚΥΡΙΟΙ [585,356,768,373]
article-text: στηριάτων. Όσον αφορά το υδραγωγείον τούτο ουδέν παρουσιάζει, καθώς πληροφορούμεθα, ανησυχητικόν. [1304,121,1532,175]
column-divider [800,121,801,2220]
article-text: Διά Β. Διατάγματος δημοσιευθέντος εις το χθεσινόν φύλλον της Εφημερίδος της Κυβερνήσεως εκδίδονται διπλώματα δευτέρας τάξεως μηχανικών εις τους κ. κ. Αθ. Τσαμάδον, Παναγ. Κωνστ. Βλάχον, Ευάγ. Γ. Παπαδάκην και Κυριάκον Παν. Βαπάν. [1304,452,1532,561]
page-number: (4) [1503,2208,1520,2222]
headline: ΠΡΩΤΟΤΥΠΟΝ [1336,1019,1500,1044]
article-text: Όλοις της κουτιάματας του κόσμου θα δει και ο απλούστερος άνθρωπος της αγοράς. Υπάρχει μία τάξις εξευγενισμένη διά την οποίαν η τιμή, ο λόγος, το όνομα είνε το παν. Οι άνθρωποι ούτοι δεν μεταβάλλουν γνώμην κατά το συμφέρον ουδέ κατά την περίστασιν. [562,375,791,484]
address: 25 — Λημουργίου — 25 [608,1121,745,1136]
